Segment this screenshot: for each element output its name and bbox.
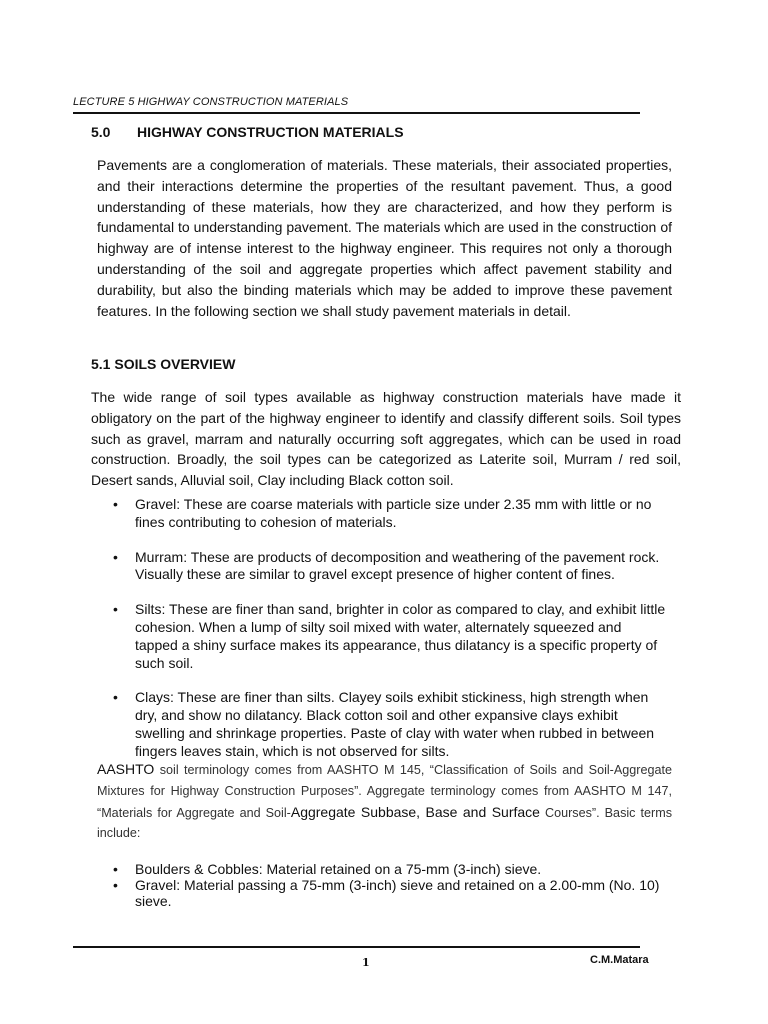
header-title: LECTURE 5 HIGHWAY CONSTRUCTION MATERIALS [73,96,349,108]
list-item [113,496,668,532]
list-item [113,549,668,585]
list-item [113,861,673,877]
list-item-text: Murram: These are products of decomposition and weathering of the pavement rock. Visually these are similar to gravel except presence of higher content of fines. [135,548,660,583]
list-item [113,601,668,672]
section-heading-5-0 [91,124,404,140]
section-title: HIGHWAY CONSTRUCTION MATERIALS [137,124,404,140]
bullet-icon: • [113,861,118,877]
intro-paragraph: Pavements are a conglomeration of materials. These materials, their associated properties, and their interactions determine the properties of the resultant pavement. Thus, a good understanding of these materials, how they are characterized, and how they perform is fundamental to understanding pavement. The materials which are used in the construction of highway are of intense interest to the highway engineer. This requires not only a thorough understanding of the soil and aggregate properties which affect pavement stability and durability, but also the binding materials which may be added to improve these pavement features. In the following section we shall study pavement materials in detail. [97,157,672,319]
aashto-paragraph [97,759,672,844]
footer-divider [73,946,640,948]
section-number: 5.0 [91,124,111,140]
bullet-icon: • [113,496,118,512]
author-name: C.M.Matara [590,954,649,966]
bullet-icon: • [113,877,118,893]
aashto-text-3: Courses”. Basic terms include: [97,805,673,841]
aashto-text-2: Aggregate Subbase, Base and Surface [290,803,540,820]
bullet-icon: • [113,689,118,706]
aashto-terms-list [113,861,673,909]
bullet-icon: • [113,601,118,618]
aashto-text-1: soil terminology comes from AASHTO M 145, “Classification of Soils and Soil-Aggregate Mixtures for Highway Construction Purposes”. Aggregate terminology comes from AASHTO M 147, “Materials for Aggregate and Soil- [97,763,672,820]
page-header [73,92,640,114]
list-item [113,877,673,909]
list-item-text: Boulders & Cobbles: Material retained on a 75-mm (3-inch) sieve. [135,861,542,877]
aashto-lead: AASHTO [97,761,155,777]
list-item [113,689,668,760]
list-item-text: Gravel: These are coarse materials with particle size under 2.35 mm with little or no fines contributing to cohesion of materials. [135,496,652,530]
list-item-text: Clays: These are finer than silts. Clayey soils exhibit stickiness, high strength when dry, and show no dilatancy. Black cotton soil and other expansive clays exhibit swelling and shrinkage properties. Paste of clay with water when rubbed in between fingers leaves stain, which is not observed for silts. [135,689,655,759]
list-item-text: Gravel: Material passing a 75-mm (3-inch) sieve and retained on a 2.00-mm (No. 10) sieve. [135,877,660,909]
page-number: 1 [362,956,370,969]
soil-types-list [113,496,668,761]
bullet-icon: • [113,548,118,565]
soils-paragraph: The wide range of soil types available as highway construction materials have made it obligatory on the part of the highway engineer to identify and classify different soils. Soil types such as gravel, marram and naturally occurring soft aggregates, which can be used in road construction. Broadly, the soil types can be categorized as Laterite soil, Murram / red soil, Desert sands, Alluvial soil, Clay including Black cotton soil. [91,389,681,489]
list-item-text: Silts: These are finer than sand, brighter in color as compared to clay, and exhibit little cohesion. When a lump of silty soil mixed with water, alternately squeezed and tapped a shiny surface makes its appearance, thus dilatancy is a specific property of such soil. [135,601,666,671]
section-heading-5-1: 5.1 SOILS OVERVIEW [91,356,236,372]
